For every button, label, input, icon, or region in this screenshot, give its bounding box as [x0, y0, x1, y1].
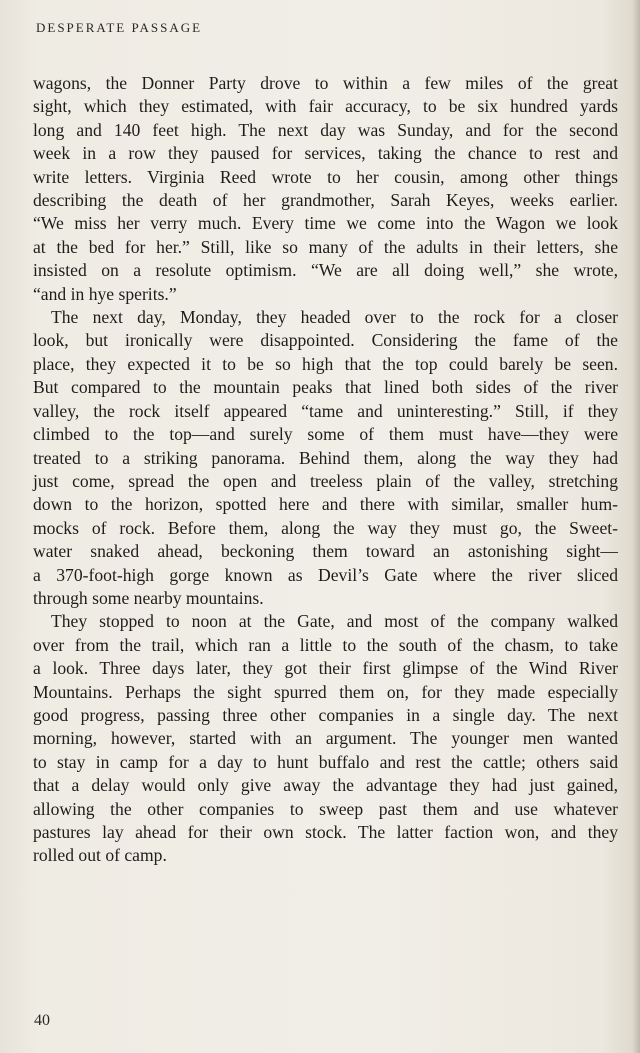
text-line: valley, the rock itself appeared “tame and uninteresting.” Still, if they [33, 400, 618, 421]
paragraph-2 [33, 306, 618, 610]
text-line: just come, spread the open and treeless plain of the valley, stretching [33, 470, 618, 491]
text-line: Mountains. Perhaps the sight spurred them on, for they made especially [33, 681, 618, 702]
text-line: that a delay would only give away the advantage they had just gained, [33, 775, 618, 796]
text-line: long and 140 feet high. The next day was Sunday, and for the second [33, 119, 618, 140]
text-line: through some nearby mountains. [33, 587, 264, 608]
text-line: “We miss her verry much. Every time we come into the Wagon we look [33, 213, 618, 234]
page-edge-shadow [632, 0, 640, 1053]
text-line: place, they expected it to be so high that the top could barely be seen. [33, 353, 618, 374]
text-line: to stay in camp for a day to hunt buffalo and rest the cattle; others said [33, 751, 618, 772]
text-line: write letters. Virginia Reed wrote to her cousin, among other things [33, 166, 618, 187]
text-line: week in a row they paused for services, taking the chance to rest and [33, 143, 618, 164]
body-text [33, 72, 618, 868]
text-line: down to the horizon, spotted here and there with similar, smaller hum- [33, 494, 618, 515]
text-line: look, but ironically were disappointed. Considering the fame of the [33, 330, 618, 351]
text-line: water snaked ahead, beckoning them toward an astonishing sight— [33, 541, 618, 562]
paragraph-1 [33, 72, 618, 306]
text-line: over from the trail, which ran a little to the south of the chasm, to take [33, 634, 618, 655]
text-line: morning, however, started with an argument. The younger men wanted [33, 728, 618, 749]
text-line: allowing the other companies to sweep past them and use whatever [33, 798, 618, 819]
text-line: good progress, passing three other companies in a single day. The next [33, 704, 618, 725]
running-head: DESPERATE PASSAGE [36, 20, 203, 35]
text-line: rolled out of camp. [33, 845, 167, 866]
text-line: pastures lay ahead for their own stock. The latter faction won, and they [33, 822, 618, 842]
text-line: describing the death of her grandmother, Sarah Keyes, weeks earlier. [33, 190, 618, 211]
text-line: “and in hye sperits.” [33, 283, 177, 304]
text-line: But compared to the mountain peaks that lined both sides of the river [33, 377, 618, 398]
text-line: a look. Three days later, they got their first glimpse of the Wind River [33, 658, 618, 679]
text-line: at the bed for her.” Still, like so many of the adults in their letters, she [33, 236, 618, 257]
text-line: insisted on a resolute optimism. “We are all doing well,” she wrote, [33, 260, 618, 281]
text-line: mocks of rock. Before them, along the way they must go, the Sweet- [33, 517, 618, 538]
text-line: treated to a striking panorama. Behind them, along the way they had [33, 447, 618, 468]
text-line: climbed to the top—and surely some of them must have—they were [33, 424, 618, 445]
text-line: wagons, the Donner Party drove to within a few miles of the great [33, 73, 618, 93]
text-line: a 370-foot-high gorge known as Devil’s Gate where the river sliced [33, 564, 618, 585]
page-number: 40 [34, 1012, 50, 1029]
paragraph-3 [33, 610, 618, 867]
text-line: They stopped to noon at the Gate, and most of the company walked [51, 611, 618, 632]
text-line: sight, which they estimated, with fair accuracy, to be six hundred yards [33, 96, 618, 117]
text-line: The next day, Monday, they headed over to the rock for a closer [51, 307, 618, 328]
